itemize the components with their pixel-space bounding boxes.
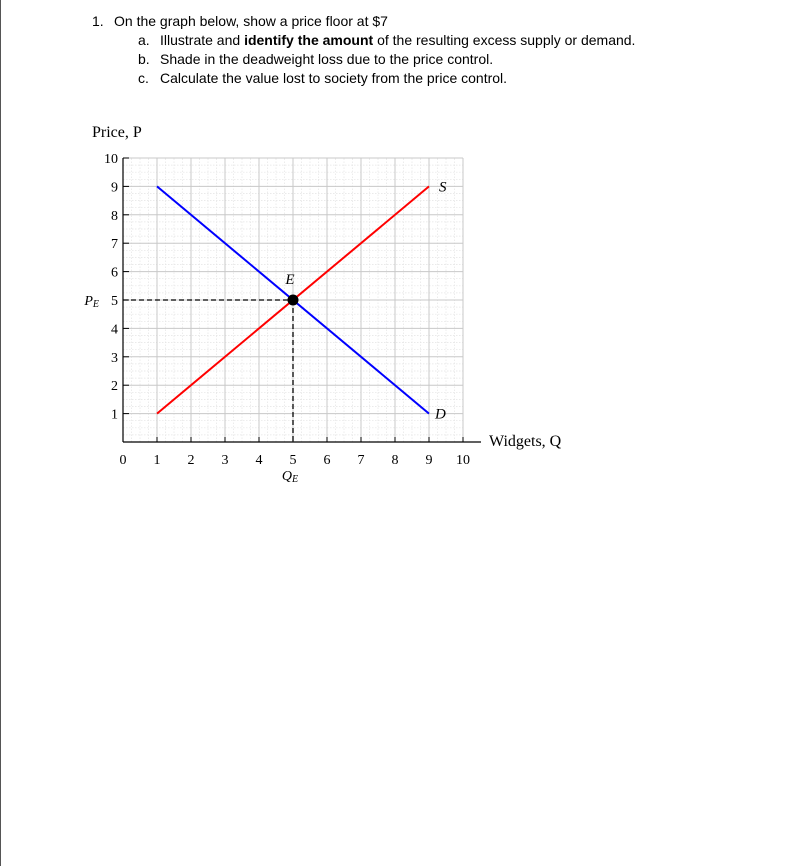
part-text: Shade in the deadweight loss due to the price control. [160,51,494,67]
x-tick-label: 3 [221,453,229,468]
part-letter: a. [138,32,150,48]
x-tick-label: 5 [289,453,297,468]
x-tick-label: 2 [187,453,195,468]
equilibrium-point [288,295,299,306]
y-tick-label: 4 [111,322,118,338]
x-tick-label: 8 [391,453,399,468]
pe-label: PE [84,294,99,310]
question-text: On the graph below, show a price floor at $7 [114,13,388,29]
curve-labels [284,179,447,422]
part-text-pre: Illustrate and [160,32,245,48]
supply-label: S [439,179,447,196]
y-tick-label: 2 [111,379,118,395]
y-tick-label: 7 [111,237,118,253]
y-tick-label: 8 [111,208,118,224]
part-text-post: of the resulting excess supply or demand. [373,32,636,48]
question-number: 1. [92,13,104,29]
x-tick-label: 1 [153,453,161,468]
x-axis-label: Widgets, Q [489,433,562,450]
x-tick-label: 0 [119,453,127,468]
part-letter: c. [138,70,149,86]
x-tick-label: 4 [255,453,263,468]
x-tick-label: 7 [357,453,365,468]
part-text: Calculate the value lost to society from the price control. [160,70,508,86]
x-tick-label: 6 [323,453,331,468]
part-text-bold: identify the amount [244,32,374,48]
y-tick-label: 10 [104,152,118,167]
y-tick-label: 1 [111,407,118,423]
x-tick-label: 10 [456,453,470,468]
y-tick-label: 6 [111,265,118,281]
x-tick-label: 9 [425,453,433,468]
y-tick-label: 3 [111,350,118,366]
y-tick-label: 9 [111,180,118,196]
part-letter: b. [138,51,150,67]
equilibrium-label: E [285,272,295,288]
qe-label: QE [281,469,299,485]
y-tick-label: 5 [111,294,118,309]
y-axis-label: Price, P [92,124,142,141]
demand-label: D [435,406,446,423]
